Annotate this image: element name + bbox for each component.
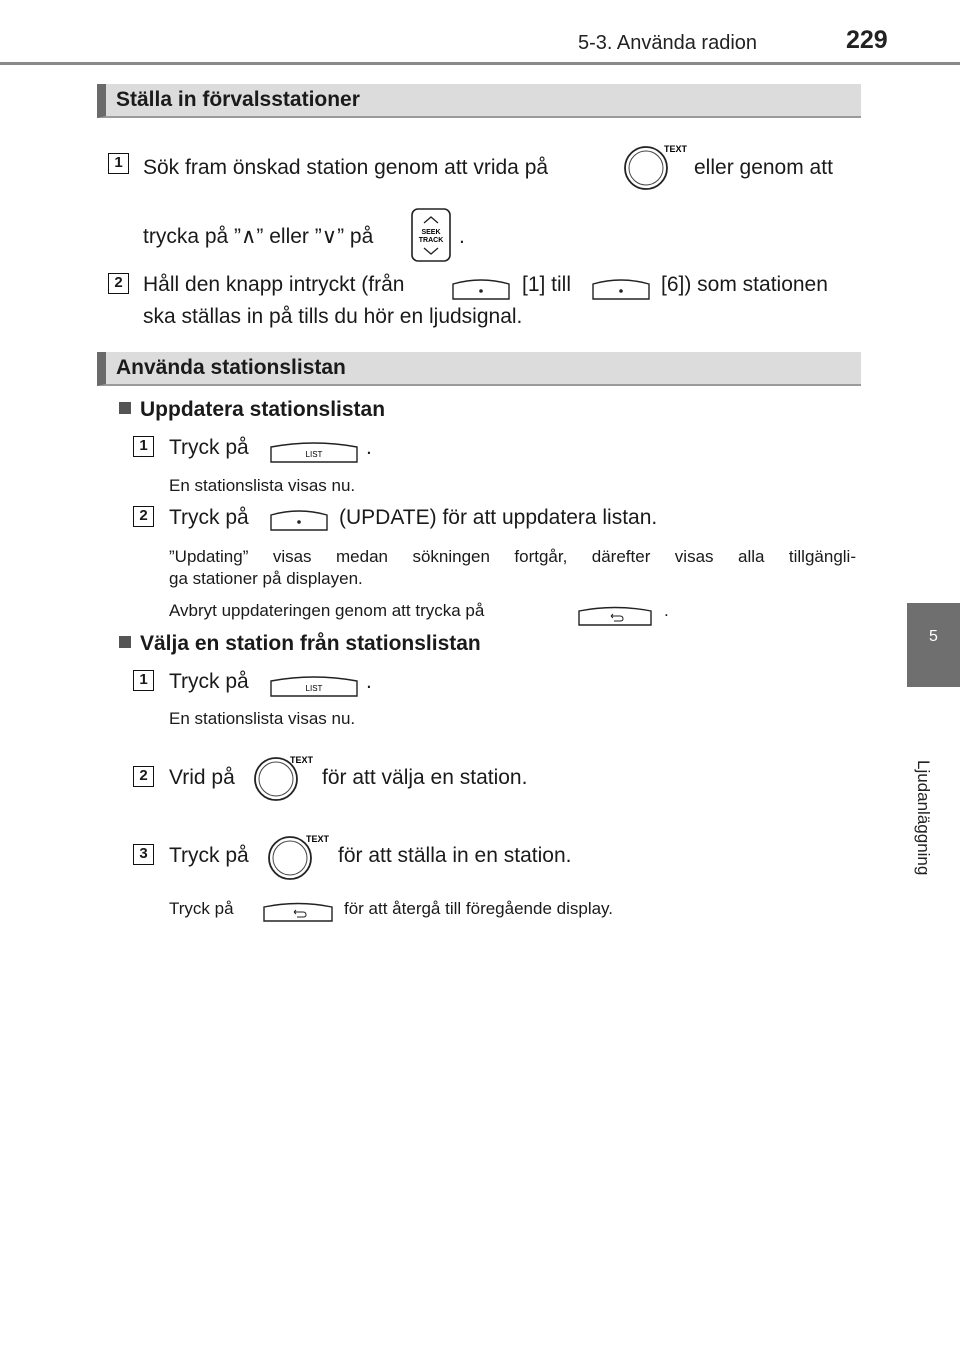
step-text: Sök fram önskad station genom att vrida på bbox=[143, 156, 549, 179]
section-header-title: 5-3. Använda radion bbox=[578, 32, 758, 54]
step-number-box: 2 bbox=[133, 506, 154, 527]
section-heading-text: Ställa in förvalsstationer bbox=[116, 88, 360, 111]
note-text: ga stationer på displayen. bbox=[169, 569, 363, 588]
chapter-number: 5 bbox=[929, 628, 938, 645]
square-bullet-icon bbox=[119, 636, 131, 648]
step-text: . bbox=[366, 436, 372, 459]
note-text: Tryck på bbox=[169, 899, 234, 918]
step-text: Tryck på bbox=[169, 506, 249, 529]
preset-button-icon bbox=[592, 278, 650, 300]
text-label: TEXT bbox=[306, 834, 330, 844]
page-number: 229 bbox=[846, 26, 888, 54]
step-text: Vrid på bbox=[169, 766, 235, 789]
step-text: Tryck på bbox=[169, 844, 249, 867]
list-label: LIST bbox=[305, 450, 323, 459]
seek-label: SEEK bbox=[421, 229, 441, 236]
step-text: Tryck på bbox=[169, 670, 249, 693]
step-number-box: 1 bbox=[133, 436, 154, 457]
back-button-icon bbox=[578, 606, 652, 626]
step-number-box: 1 bbox=[133, 670, 154, 691]
subheading-update-list: Uppdatera stationslistan bbox=[119, 398, 385, 422]
subheading-select-station: Välja en station från stationslistan bbox=[119, 632, 481, 656]
step-text: . bbox=[459, 225, 465, 248]
list-button-icon bbox=[270, 441, 358, 463]
step-text: ska ställas in på tills du hör en ljudsignal. bbox=[143, 305, 523, 328]
square-bullet-icon bbox=[119, 402, 131, 414]
note-text: ”Updating” visas medan sökningen fortgår, därefter visas alla tillgängli- bbox=[169, 547, 856, 566]
step-text: för att ställa in en station. bbox=[338, 844, 572, 867]
step-text: (UPDATE) för att uppdatera listan. bbox=[339, 506, 658, 529]
note-text: En stationslista visas nu. bbox=[169, 709, 356, 728]
tune-knob-icon bbox=[266, 830, 332, 882]
step-number-box: 2 bbox=[108, 273, 129, 294]
step-text: eller genom att bbox=[694, 156, 833, 179]
note-text: . bbox=[664, 601, 669, 620]
text-label: TEXT bbox=[664, 144, 688, 154]
track-label: TRACK bbox=[418, 237, 444, 244]
section-heading-station-list bbox=[97, 352, 861, 386]
section-heading-presets bbox=[97, 84, 861, 118]
step-text: Tryck på bbox=[169, 436, 249, 459]
step-text: [1] till bbox=[522, 273, 572, 296]
note-text: för att återgå till föregående display. bbox=[344, 899, 614, 918]
update-button-icon bbox=[270, 509, 328, 531]
tune-knob-icon bbox=[252, 751, 314, 803]
step-text: . bbox=[366, 670, 372, 693]
text-label: TEXT bbox=[290, 755, 314, 765]
step-number-box: 1 bbox=[108, 153, 129, 174]
step-text: Håll den knapp intryckt (från bbox=[143, 273, 405, 296]
section-heading-text: Använda stationslistan bbox=[116, 356, 346, 379]
step-text: för att välja en station. bbox=[322, 766, 528, 789]
preset-button-icon bbox=[452, 278, 510, 300]
header-divider bbox=[0, 62, 960, 65]
step-number-box: 3 bbox=[133, 844, 154, 865]
tune-knob-icon bbox=[622, 140, 688, 192]
step-text: [6]) som stationen bbox=[661, 273, 828, 296]
back-button-icon bbox=[263, 902, 333, 922]
chapter-label: Ljudanläggning bbox=[914, 760, 933, 876]
list-button-icon bbox=[270, 675, 358, 697]
note-text: En stationslista visas nu. bbox=[169, 476, 356, 495]
note-text: Avbryt uppdateringen genom att trycka på bbox=[169, 601, 485, 620]
step-text: trycka på ”∧” eller ”∨” på bbox=[143, 225, 374, 248]
seek-track-button-icon bbox=[410, 207, 452, 263]
list-label: LIST bbox=[305, 684, 323, 693]
step-number-box: 2 bbox=[133, 766, 154, 787]
